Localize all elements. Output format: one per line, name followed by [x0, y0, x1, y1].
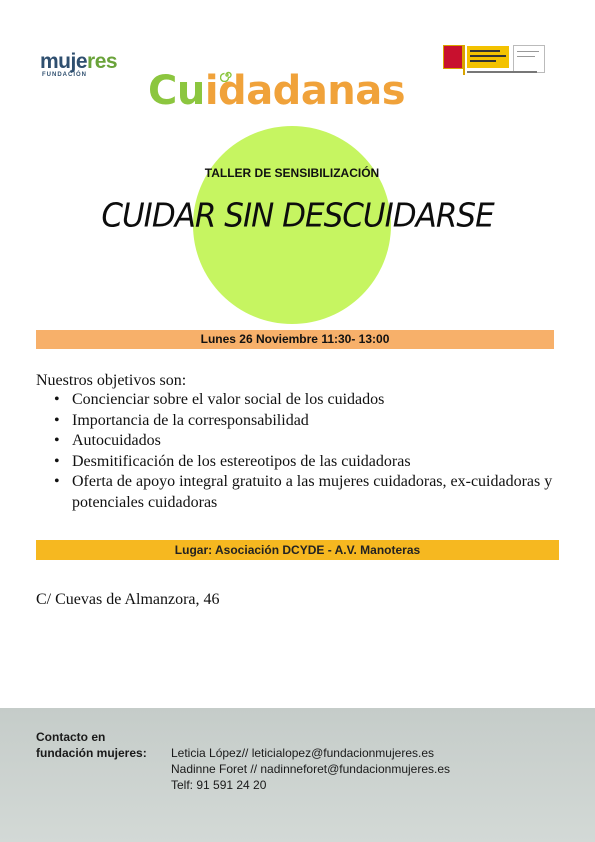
- event-label: TALLER DE SENSIBILIZACIÓN: [204, 166, 380, 180]
- contact-details: [171, 745, 450, 793]
- list-item: [54, 452, 574, 473]
- title-part1: Cu: [148, 68, 205, 114]
- fundacion-mujeres-logo: [40, 52, 135, 80]
- contact-label-line2: fundación mujeres:: [36, 746, 147, 760]
- bullet-icon: •: [54, 452, 60, 470]
- contact-line: Nadinne Foret // nadinneforet@fundacionmujeres.es: [171, 762, 451, 776]
- objective-text: Concienciar sobre el valor social de los cuidados: [72, 391, 385, 408]
- contact-phone: Telf: 91 591 24 20: [171, 778, 267, 792]
- objective-text: Importancia de la corresponsabilidad: [72, 411, 309, 429]
- bullet-icon: •: [54, 411, 60, 429]
- logo-divider: [463, 45, 465, 75]
- list-item: [54, 390, 574, 411]
- logo-word-part2: res: [87, 50, 118, 73]
- spiral-icon: [220, 68, 234, 82]
- title-part2: idadanas: [204, 68, 406, 114]
- objectives-list: [54, 390, 574, 513]
- date-banner: Lunes 26 Noviembre 11:30- 13:00: [36, 330, 554, 349]
- logo-wordmark: [40, 52, 135, 72]
- list-item: [54, 431, 574, 452]
- event-name: CUIDAR SIN DESCUIDARSE: [101, 197, 494, 235]
- logo-tagline-line: [467, 71, 537, 73]
- secondary-logo-box: [513, 45, 545, 73]
- location-banner: Lugar: Asociación DCYDE - A.V. Manoteras: [36, 540, 559, 560]
- bullet-icon: •: [54, 473, 60, 490]
- bullet-icon: •: [54, 391, 60, 408]
- address-text: C/ Cuevas de Almanzora, 46: [36, 591, 220, 608]
- brand-title: [148, 64, 448, 118]
- contact-label-line1: Contacto en: [36, 730, 106, 744]
- contact-line: Leticia López// leticialopez@fundacionmujeres.es: [171, 746, 434, 760]
- bullet-icon: •: [54, 432, 60, 449]
- ministry-block: [467, 46, 509, 68]
- government-logo: [443, 45, 545, 75]
- objectives-intro: Nuestros objetivos son:: [36, 372, 187, 389]
- objective-text: Autocuidados: [72, 432, 161, 449]
- list-item: [54, 411, 574, 432]
- list-item: [54, 472, 574, 513]
- logo-subtitle: FUNDACIÓN: [42, 72, 87, 78]
- logo-word-part1: muje: [40, 50, 88, 73]
- objective-text: Oferta de apoyo integral gratuito a las mujeres cuidadoras, ex-cuidadoras y potenciales cuidadoras: [72, 473, 553, 511]
- objective-text: Desmitificación de los estereotipos de las cuidadoras: [72, 452, 411, 470]
- contact-label: [36, 729, 147, 761]
- title-text: [148, 64, 448, 118]
